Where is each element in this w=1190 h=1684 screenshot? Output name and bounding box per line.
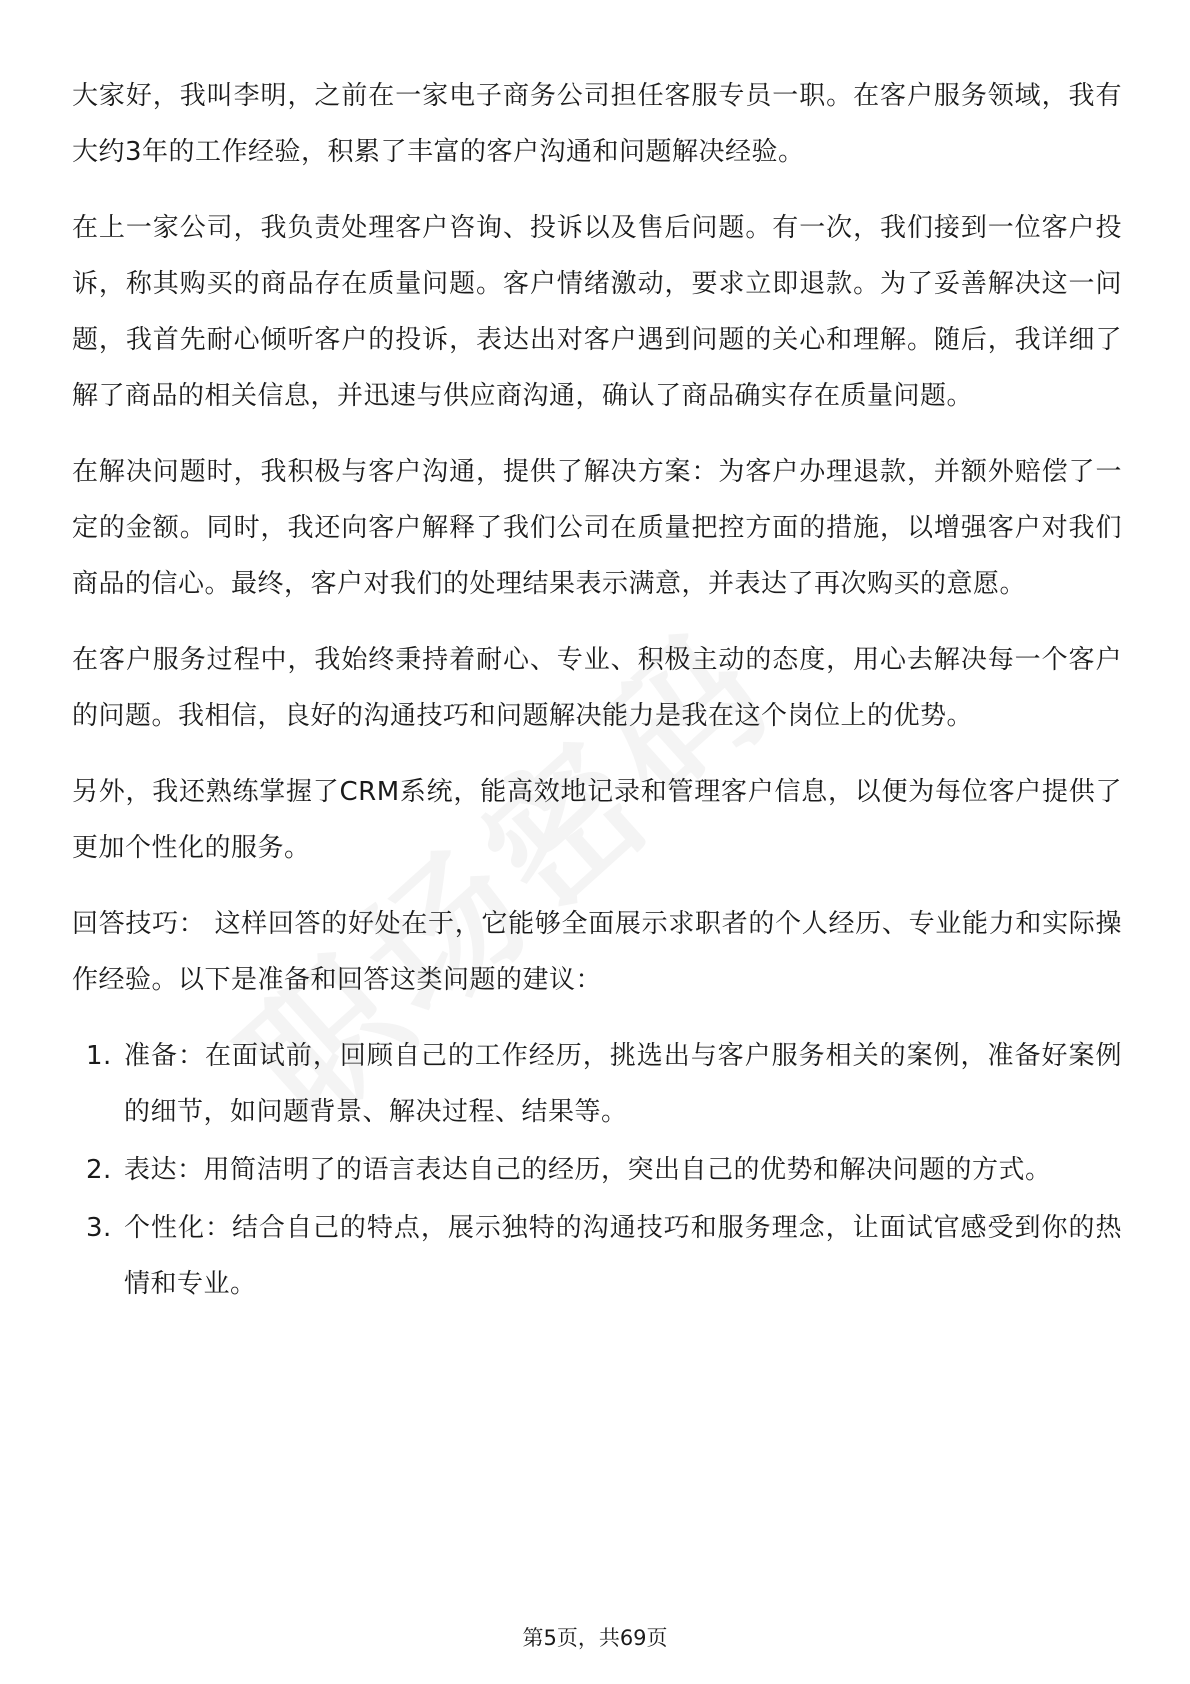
paragraph-solution: 在解决问题时，我积极与客户沟通，提供了解决方案：为客户办理退款，并额外赔偿了一定的金额。同时，我还向客户解释了我们公司在质量把控方面的措施，以增强客户对我们商品的信心。最终，客户对我们的处理结果表示满意，并表达了再次购买的意愿。	[72, 457, 1122, 599]
page-number: 第5页，共69页	[522, 1626, 668, 1650]
paragraph-answer-tips: 回答技巧： 这样回答的好处在于，它能够全面展示求职者的个人经历、专业能力和实际操作经验。以下是准备和回答这类问题的建议：	[72, 909, 1122, 995]
paragraph-attitude: 在客户服务过程中，我始终秉持着耐心、专业、积极主动的态度，用心去解决每一个客户的问题。我相信，良好的沟通技巧和问题解决能力是我在这个岗位上的优势。	[72, 645, 1122, 731]
list-item-number: 1.	[86, 1041, 112, 1071]
paragraph-intro: 大家好，我叫李明，之前在一家电子商务公司担任客服专员一职。在客户服务领域，我有大约3年的工作经验，积累了丰富的客户沟通和问题解决经验。	[72, 81, 1122, 167]
list-item-text: 准备：在面试前，回顾自己的工作经历，挑选出与客户服务相关的案例，准备好案例的细节，如问题背景、解决过程、结果等。	[124, 1041, 1122, 1127]
list-item-number: 3.	[86, 1213, 112, 1243]
list-item	[72, 1028, 1122, 1140]
document-body	[72, 68, 1122, 1314]
paragraph-experience: 在上一家公司，我负责处理客户咨询、投诉以及售后问题。有一次，我们接到一位客户投诉，称其购买的商品存在质量问题。客户情绪激动，要求立即退款。为了妥善解决这一问题，我首先耐心倾听客户的投诉，表达出对客户遇到问题的关心和理解。随后，我详细了解了商品的相关信息，并迅速与供应商沟通，确认了商品确实存在质量问题。	[72, 213, 1122, 411]
tips-list	[72, 1028, 1122, 1312]
paragraph-crm: 另外，我还熟练掌握了CRM系统，能高效地记录和管理客户信息，以便为每位客户提供了更加个性化的服务。	[72, 777, 1122, 863]
list-item	[72, 1200, 1122, 1312]
list-item-number: 2.	[86, 1155, 112, 1185]
list-item	[72, 1142, 1122, 1198]
list-item-text: 个性化：结合自己的特点，展示独特的沟通技巧和服务理念，让面试官感受到你的热情和专业。	[124, 1213, 1122, 1299]
list-item-text: 表达：用简洁明了的语言表达自己的经历，突出自己的优势和解决问题的方式。	[124, 1155, 1052, 1185]
